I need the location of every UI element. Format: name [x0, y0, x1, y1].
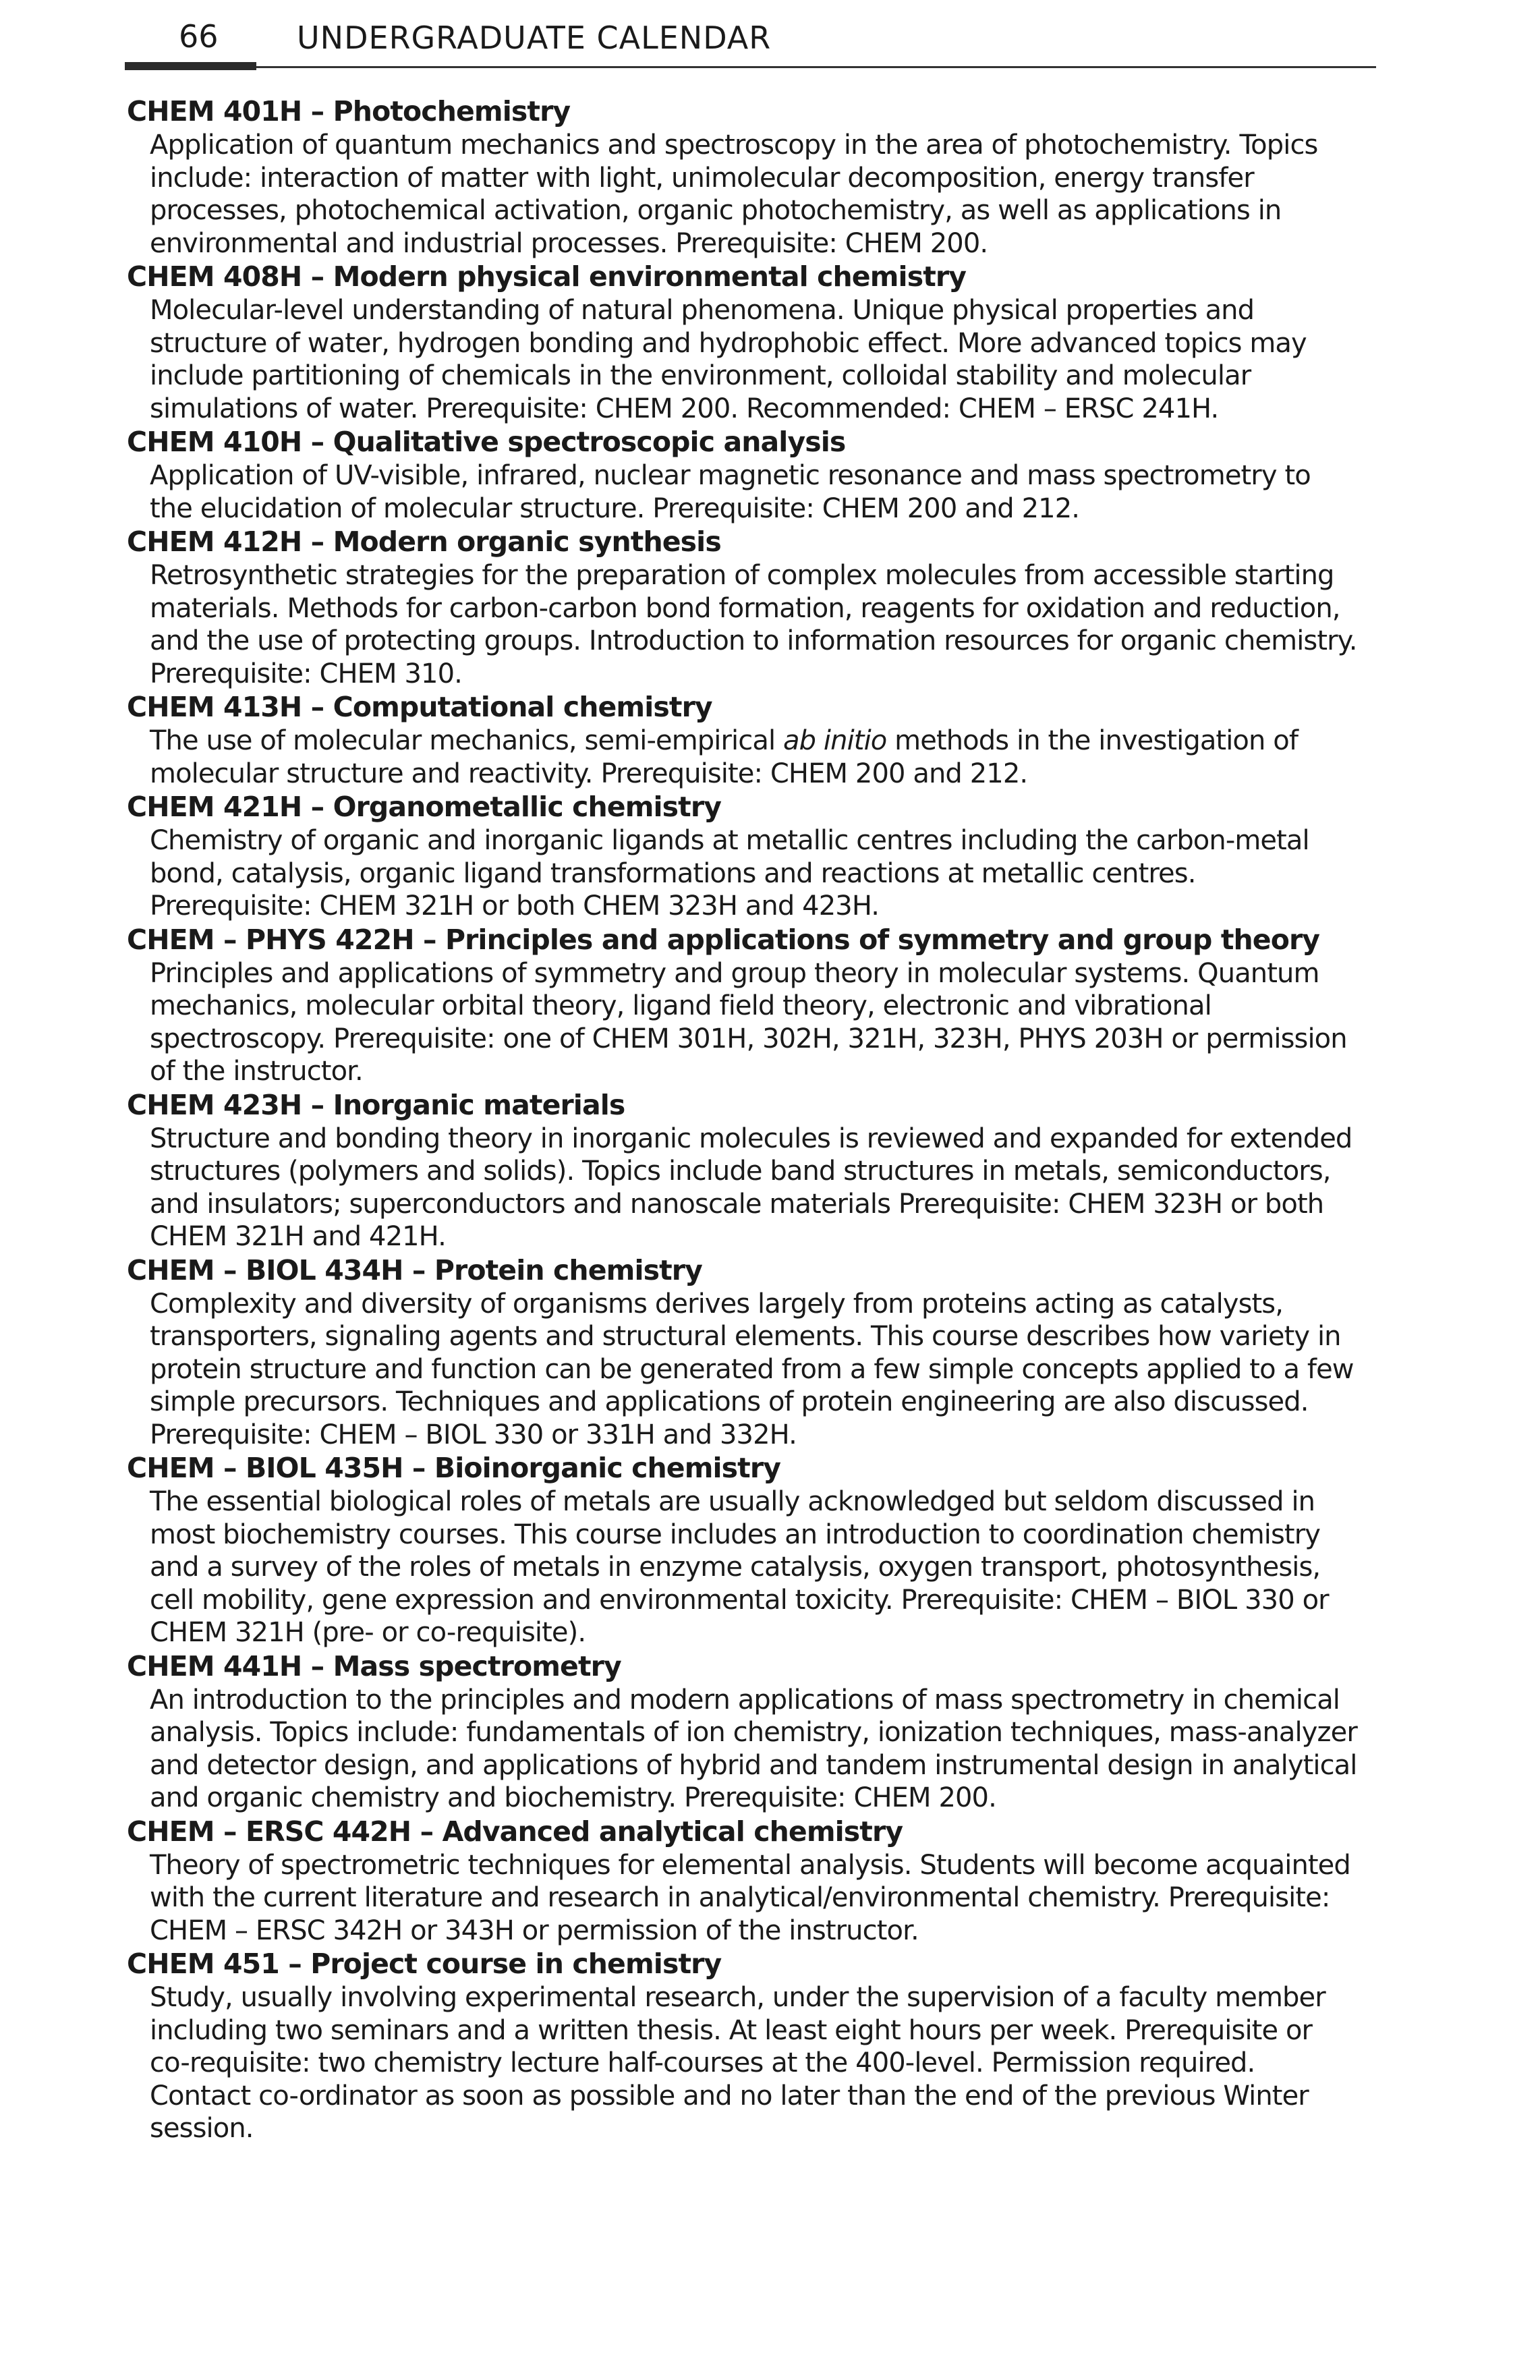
- course-entry-chem-412h: [115, 525, 1373, 690]
- course-heading: CHEM 451 – Project course in chemistry: [127, 1948, 722, 1980]
- course-heading: CHEM 413H – Computational chemistry: [127, 691, 712, 723]
- course-heading: CHEM 410H – Qualitative spectroscopic analysis: [127, 426, 846, 458]
- course-heading: CHEM 408H – Modern physical environmental chemistry: [127, 260, 967, 293]
- course-description: An introduction to the principles and modern applications of mass spectrometry in chemical analysis. Topics include: fundamentals of ion chemistry, ionization techniques, mass-analyzer and detector design, and applications of hybrid and tandem instrumental design in analytical and organic chemistry and biochemistry. Prerequisite: CHEM 200.: [150, 1684, 1357, 1813]
- page-number: 66: [179, 18, 219, 55]
- course-description: Complexity and diversity of organisms derives largely from proteins acting as catalysts, transporters, signaling agents and structural elements. This course describes how variety in protein structure and function can be generated from a few simple concepts applied to a few simple precursors. Techniques and applications of protein engineering are also discussed. Prerequisite: CHEM – BIOL 330 or 331H and 332H.: [150, 1288, 1354, 1450]
- running-title: UNDERGRADUATE CALENDAR: [297, 20, 772, 56]
- course-description: The essential biological roles of metals are usually acknowledged but seldom discussed in most biochemistry courses. This course includes an introduction to coordination chemistry and a survey of the roles of metals in enzyme catalysis, oxygen transport, photosynthesis, cell mobility, gene expression and environmental toxicity. Prerequisite: CHEM – BIOL 330 or CHEM 321H (pre- or co-requisite).: [150, 1486, 1329, 1648]
- course-description: Application of UV-visible, infrared, nuclear magnetic resonance and mass spectrometry to the elucidation of molecular structure. Prerequisite: CHEM 200 and 212.: [150, 460, 1311, 524]
- course-entry-chem-phys-422h: [115, 923, 1373, 1088]
- course-heading: CHEM – ERSC 442H – Advanced analytical chemistry: [127, 1815, 903, 1848]
- course-description: Application of quantum mechanics and spectroscopy in the area of photochemistry. Topics include: interaction of matter with light, unimolecular decomposition, energy transfer processes, photochemical activation, organic photochemistry, as well as applications in environmental and industrial processes. Prerequisite: CHEM 200.: [150, 130, 1318, 259]
- course-entry-chem-423h: [115, 1088, 1373, 1253]
- course-description: Principles and applications of symmetry and group theory in molecular systems. Quantum mechanics, molecular orbital theory, ligand field theory, electronic and vibrational spectroscopy. Prerequisite: one of CHEM 301H, 302H, 321H, 323H, PHYS 203H or permission of the instructor.: [150, 957, 1347, 1087]
- description-text: The use of molecular mechanics, semi-empirical: [150, 725, 783, 756]
- course-entry-chem-biol-434h: [115, 1253, 1373, 1452]
- course-description: Study, usually involving experimental research, under the supervision of a faculty member including two seminars and a written thesis. At least eight hours per week. Prerequisite or co-requisite: two chemistry lecture half-courses at the 400-level. Permission required. Contact co-ordinator as soon as possible and no later than the end of the previous Winter session.: [150, 1982, 1325, 2144]
- header-rule: [256, 66, 1376, 68]
- page-header: [125, 0, 1376, 70]
- course-description: Molecular-level understanding of natural phenomena. Unique physical properties and structure of water, hydrogen bonding and hydrophobic effect. More advanced topics may include partitioning of chemicals in the environment, colloidal stability and molecular simulations of water. Prerequisite: CHEM 200. Recommended: CHEM – ERSC 241H.: [150, 295, 1307, 424]
- course-entry-chem-413h: [115, 690, 1373, 790]
- course-heading: CHEM 401H – Photochemistry: [127, 95, 571, 128]
- course-heading: CHEM 412H – Modern organic synthesis: [127, 526, 721, 558]
- course-entry-chem-biol-435h: [115, 1451, 1373, 1649]
- course-heading: CHEM – BIOL 435H – Bioinorganic chemistry: [127, 1452, 781, 1484]
- course-entry-chem-421h: [115, 790, 1373, 923]
- course-entry-chem-451: [115, 1947, 1373, 2145]
- header-rule-accent: [125, 62, 256, 70]
- course-heading: CHEM – BIOL 434H – Protein chemistry: [127, 1253, 702, 1286]
- course-entry-chem-441h: [115, 1649, 1373, 1815]
- course-description: Retrosynthetic strategies for the preparation of complex molecules from accessible starting materials. Methods for carbon-carbon bond formation, reagents for oxidation and reduction, and the use of protecting groups. Introduction to information resources for organic chemistry. Prerequisite: CHEM 310.: [150, 560, 1357, 689]
- course-entry-chem-408h: [115, 260, 1373, 425]
- course-description: Structure and bonding theory in inorganic molecules is reviewed and expanded for extended structures (polymers and solids). Topics include band structures in metals, semiconductors, and insulators; superconductors and nanoscale materials Prerequisite: CHEM 323H or both CHEM 321H and 421H.: [150, 1123, 1352, 1252]
- course-heading: CHEM 441H – Mass spectrometry: [127, 1649, 621, 1682]
- course-description: Theory of spectrometric techniques for elemental analysis. Students will become acquainted with the current literature and research in analytical/environmental chemistry. Prerequisite: CHEM – ERSC 342H or 343H or permission of the instructor.: [150, 1849, 1350, 1946]
- course-description: [150, 725, 1357, 790]
- course-entry-chem-ersc-442h: [115, 1815, 1373, 1948]
- description-italic-term: ab initio: [782, 725, 887, 756]
- course-heading: CHEM – PHYS 422H – Principles and applications of symmetry and group theory: [127, 923, 1320, 956]
- description-text: methods in the investigation of molecular structure and reactivity. Prerequisite: CHEM 200 and 212.: [150, 725, 1299, 789]
- course-heading: CHEM 423H – Inorganic materials: [127, 1088, 625, 1121]
- course-list: [115, 94, 1373, 2145]
- course-heading: CHEM 421H – Organometallic chemistry: [127, 791, 722, 823]
- course-entry-chem-401h: [115, 94, 1373, 260]
- course-description: Chemistry of organic and inorganic ligands at metallic centres including the carbon-metal bond, catalysis, organic ligand transformations and reactions at metallic centres. Prerequisite: CHEM 321H or both CHEM 323H and 423H.: [150, 825, 1309, 922]
- course-entry-chem-410h: [115, 425, 1373, 525]
